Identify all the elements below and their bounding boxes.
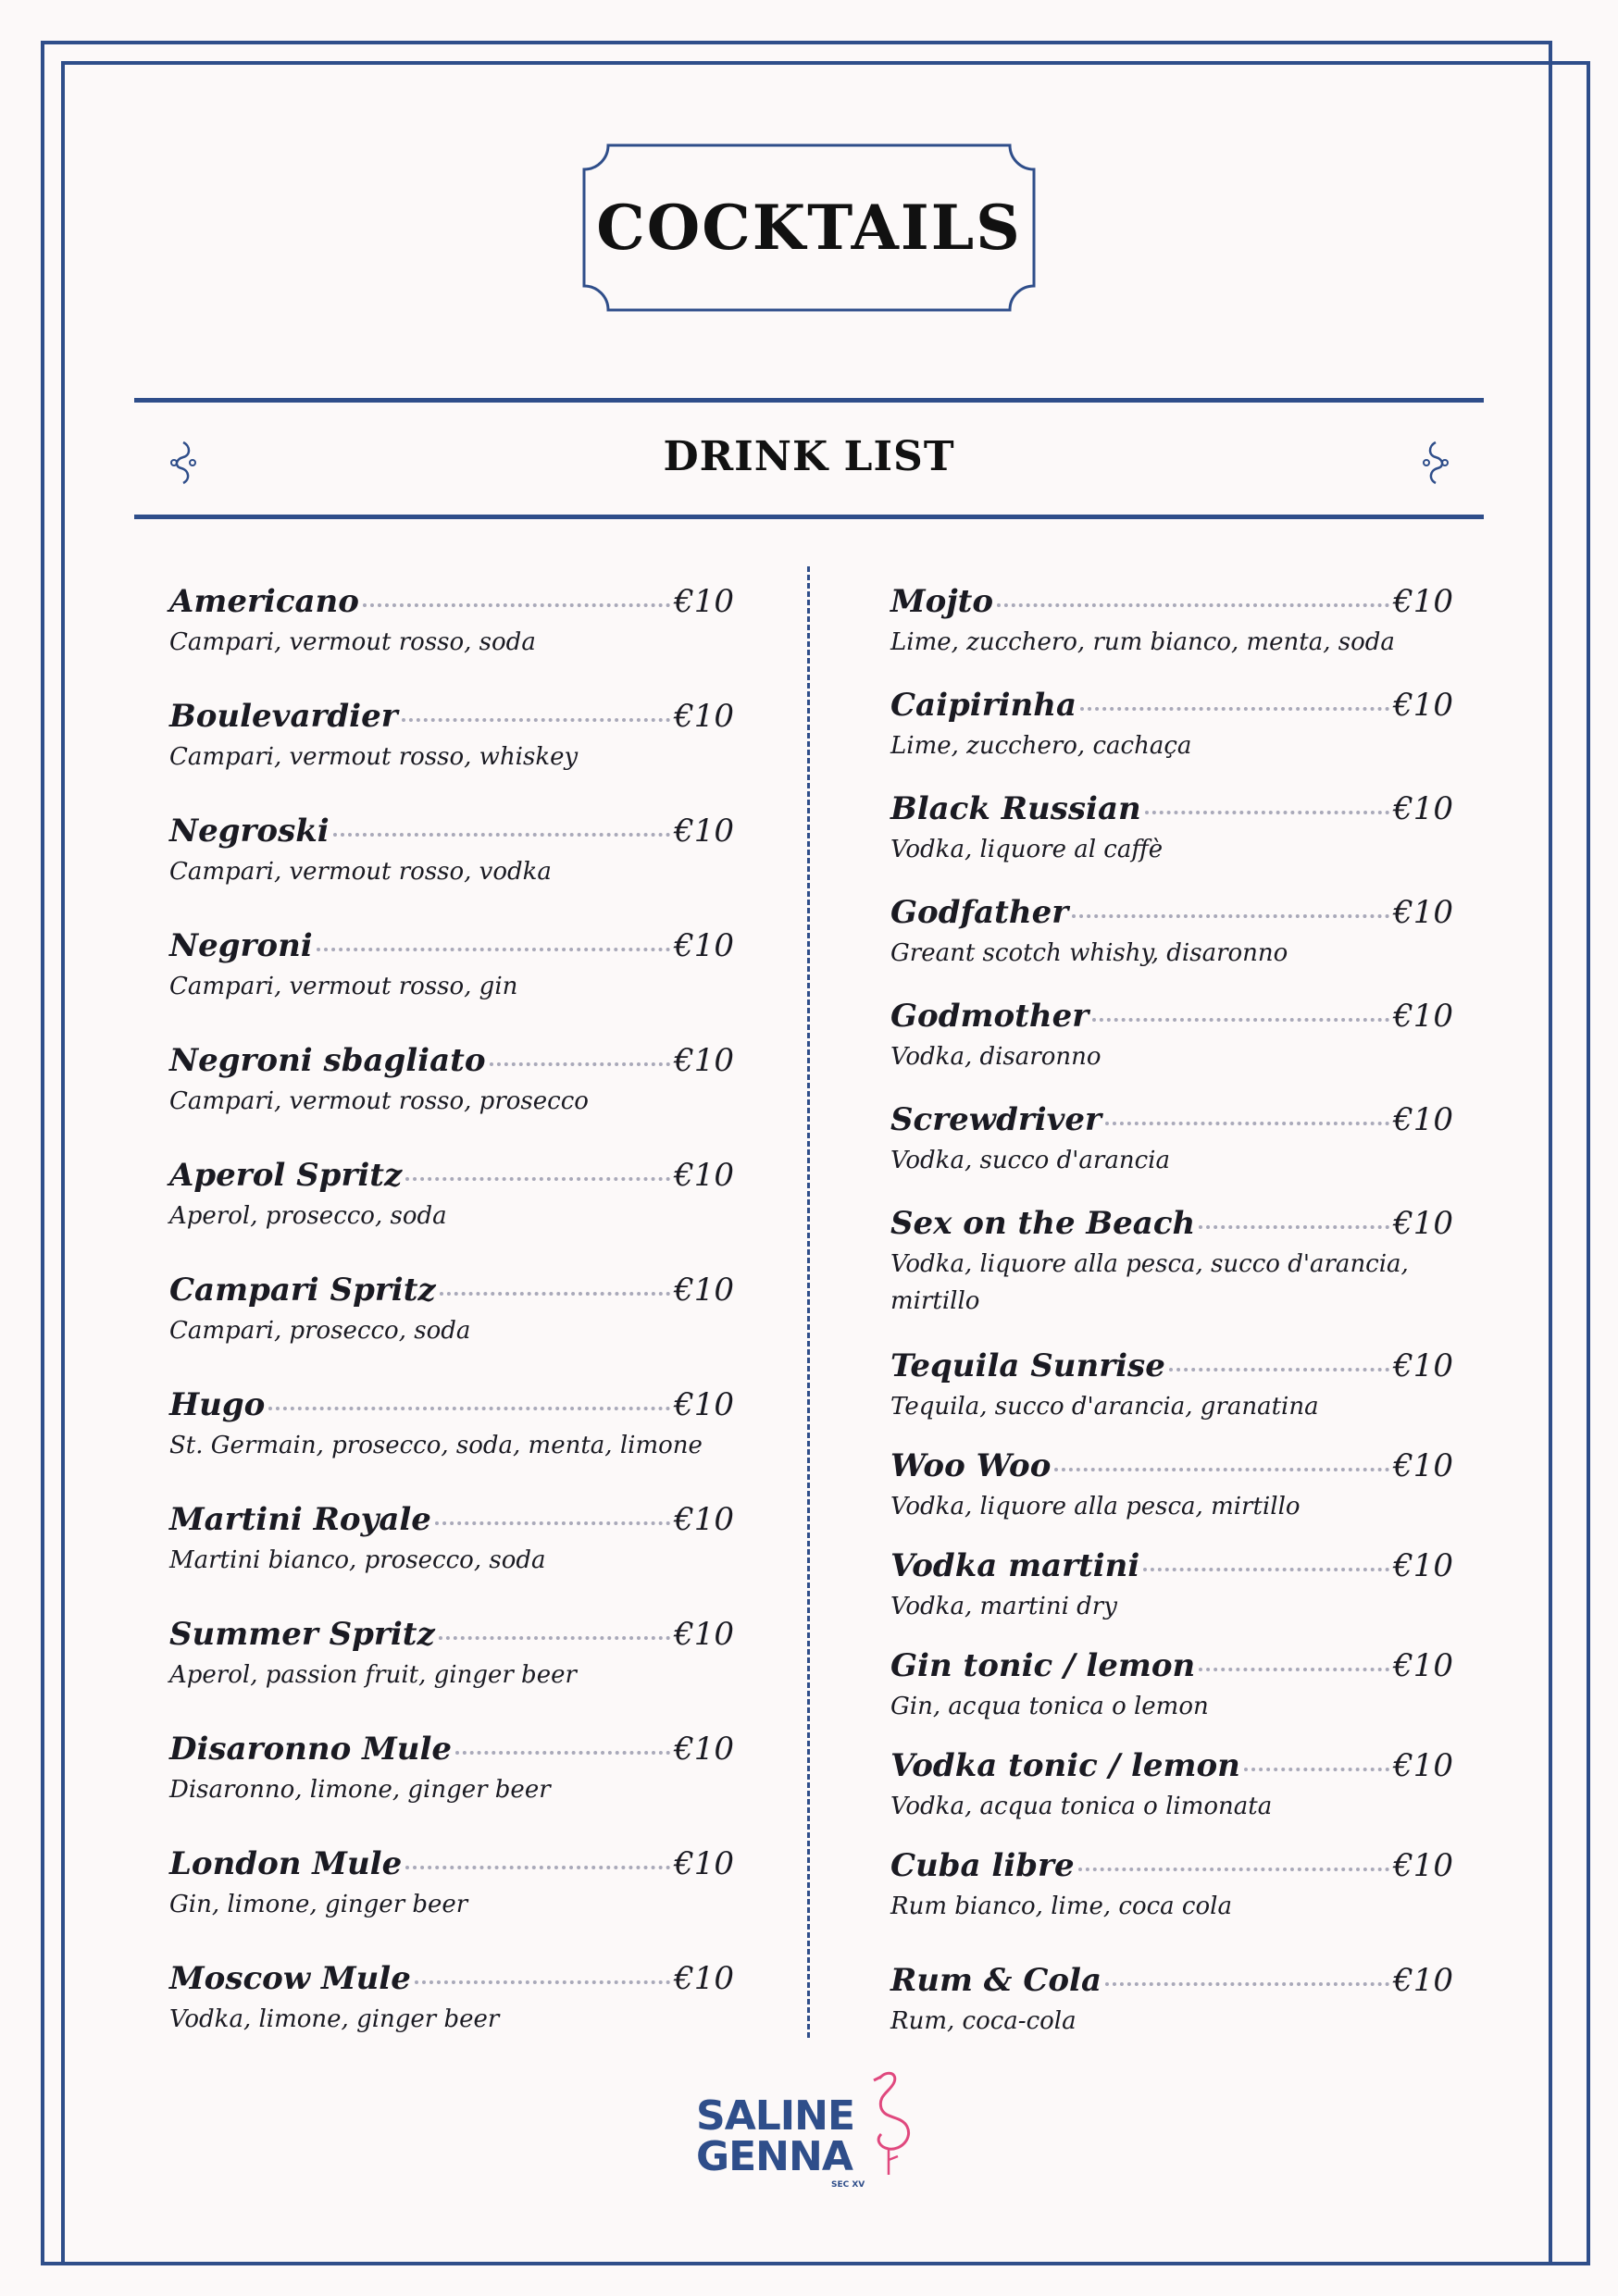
item-price: €10 bbox=[1393, 894, 1453, 931]
item-name: Godmother bbox=[890, 998, 1089, 1035]
menu-item bbox=[890, 1547, 1453, 1625]
item-name: Rum & Cola bbox=[890, 1962, 1102, 1999]
item-name: Campari Spritz bbox=[169, 1272, 436, 1309]
menu-item bbox=[890, 583, 1453, 661]
item-price: €10 bbox=[674, 1845, 734, 1882]
menu-item bbox=[169, 1272, 734, 1349]
item-price: €10 bbox=[1393, 998, 1453, 1035]
leader-dots bbox=[1145, 811, 1389, 814]
item-price: €10 bbox=[674, 927, 734, 964]
page-title: COCKTAILS bbox=[596, 192, 1022, 264]
leader-dots bbox=[435, 1521, 670, 1525]
leader-dots bbox=[268, 1407, 670, 1410]
item-description: Rum, coca-cola bbox=[890, 2007, 1077, 2035]
menu-item bbox=[890, 1205, 1453, 1320]
menu-item bbox=[890, 1962, 1453, 2040]
item-price: €10 bbox=[674, 1157, 734, 1194]
item-name: Black Russian bbox=[890, 790, 1141, 827]
item-price: €10 bbox=[674, 1616, 734, 1653]
menu-item bbox=[169, 1960, 734, 2038]
leader-dots bbox=[455, 1751, 670, 1755]
leader-dots bbox=[1199, 1668, 1389, 1671]
flamingo-icon bbox=[861, 2067, 916, 2178]
item-name: Vodka tonic / lemon bbox=[890, 1747, 1240, 1784]
item-description: Disaronno, limone, ginger beer bbox=[169, 1776, 551, 1804]
saline-genna-logo bbox=[692, 2067, 924, 2188]
item-description: Martini bianco, prosecco, soda bbox=[169, 1546, 546, 1574]
item-description: Vodka, acqua tonica o limonata bbox=[890, 1793, 1273, 1820]
item-description: Campari, prosecco, soda bbox=[169, 1317, 471, 1345]
leader-dots bbox=[333, 833, 670, 837]
item-description: St. Germain, prosecco, soda, menta, limone bbox=[169, 1432, 703, 1459]
item-price: €10 bbox=[1393, 583, 1453, 620]
leader-dots bbox=[1080, 707, 1389, 711]
leader-dots bbox=[490, 1062, 671, 1066]
item-description: Tequila, succo d'arancia, granatina bbox=[890, 1393, 1319, 1421]
leader-dots bbox=[439, 1636, 670, 1640]
leader-dots bbox=[1054, 1468, 1389, 1471]
item-name: Screwdriver bbox=[890, 1101, 1101, 1138]
menu-item bbox=[890, 1447, 1453, 1525]
item-price: €10 bbox=[1393, 1347, 1453, 1384]
title-box bbox=[571, 143, 1047, 313]
item-name: Mojto bbox=[890, 583, 993, 620]
menu-item bbox=[169, 583, 734, 661]
menu-item bbox=[169, 813, 734, 890]
item-name: Negroni bbox=[169, 927, 313, 964]
item-name: Moscow Mule bbox=[169, 1960, 411, 1997]
item-description: Gin, limone, ginger beer bbox=[169, 1891, 468, 1918]
menu-item bbox=[890, 998, 1453, 1075]
leader-dots bbox=[317, 948, 670, 951]
item-description: Campari, vermout rosso, soda bbox=[169, 628, 536, 656]
item-name: Aperol Spritz bbox=[169, 1157, 403, 1194]
item-description: Lime, zucchero, rum bianco, menta, soda bbox=[890, 628, 1395, 656]
item-price: €10 bbox=[1393, 1647, 1453, 1684]
item-name: Negroni sbagliato bbox=[169, 1042, 486, 1079]
logo-line-1: SALINE bbox=[696, 2092, 855, 2140]
item-description: Aperol, passion fruit, ginger beer bbox=[169, 1661, 577, 1689]
item-description: Rum bianco, lime, coca cola bbox=[890, 1893, 1232, 1920]
item-price: €10 bbox=[1393, 790, 1453, 827]
item-description: Campari, vermout rosso, prosecco bbox=[169, 1087, 589, 1115]
item-description: Vodka, liquore al caffè bbox=[890, 836, 1164, 863]
logo-subtitle: SEC XV bbox=[831, 2180, 865, 2190]
item-price: €10 bbox=[1393, 1847, 1453, 1884]
menu-item bbox=[169, 1501, 734, 1579]
leader-dots bbox=[1244, 1768, 1389, 1771]
item-price: €10 bbox=[1393, 1205, 1453, 1242]
menu-item bbox=[890, 1347, 1453, 1425]
column-divider bbox=[807, 566, 810, 2038]
item-name: Hugo bbox=[169, 1386, 266, 1423]
leader-dots bbox=[1072, 914, 1389, 918]
item-name: Sex on the Beach bbox=[890, 1205, 1196, 1242]
leader-dots bbox=[1105, 1982, 1389, 1986]
item-price: €10 bbox=[674, 813, 734, 850]
item-price: €10 bbox=[674, 1731, 734, 1768]
leader-dots bbox=[1199, 1225, 1389, 1229]
leader-dots bbox=[1092, 1018, 1389, 1022]
item-description: Gin, acqua tonica o lemon bbox=[890, 1693, 1209, 1720]
menu-item bbox=[169, 1731, 734, 1808]
item-description: Campari, vermout rosso, vodka bbox=[169, 858, 552, 886]
item-description: Campari, vermout rosso, whiskey bbox=[169, 743, 579, 771]
item-description: Greant scotch whishy, disaronno bbox=[890, 939, 1288, 967]
item-price: €10 bbox=[674, 1960, 734, 1997]
item-name: Americano bbox=[169, 583, 359, 620]
leader-dots bbox=[405, 1866, 670, 1869]
item-name: Cuba libre bbox=[890, 1847, 1075, 1884]
item-price: €10 bbox=[674, 1272, 734, 1309]
top-rule bbox=[134, 398, 1484, 403]
leader-dots bbox=[405, 1177, 670, 1181]
menu-item bbox=[890, 1647, 1453, 1725]
leader-dots bbox=[402, 718, 670, 722]
menu-item bbox=[890, 790, 1453, 868]
item-description: Vodka, succo d'arancia bbox=[890, 1147, 1170, 1174]
menu-item bbox=[890, 894, 1453, 972]
leader-dots bbox=[1169, 1368, 1389, 1371]
leader-dots bbox=[440, 1292, 670, 1296]
bottom-rule bbox=[134, 515, 1484, 519]
item-price: €10 bbox=[1393, 687, 1453, 724]
menu-item bbox=[169, 1845, 734, 1923]
leader-dots bbox=[415, 1980, 670, 1984]
menu-item bbox=[890, 1101, 1453, 1179]
item-description: Vodka, liquore alla pesca, succo d'arancia, mirtillo bbox=[890, 1250, 1409, 1315]
item-price: €10 bbox=[1393, 1447, 1453, 1484]
flourish-right-icon bbox=[1417, 437, 1454, 489]
item-name: Tequila Sunrise bbox=[890, 1347, 1165, 1384]
item-name: Disaronno Mule bbox=[169, 1731, 453, 1768]
leader-dots bbox=[1143, 1568, 1389, 1571]
drink-list-heading: DRINK LIST bbox=[663, 433, 955, 480]
item-description: Lime, zucchero, cachaça bbox=[890, 732, 1192, 760]
leader-dots bbox=[363, 603, 670, 607]
menu-item bbox=[169, 1157, 734, 1235]
leader-dots bbox=[1105, 1122, 1389, 1125]
menu-item bbox=[169, 1042, 734, 1120]
item-description: Aperol, prosecco, soda bbox=[169, 1202, 447, 1230]
menu-item bbox=[169, 1386, 734, 1464]
item-price: €10 bbox=[674, 1386, 734, 1423]
item-price: €10 bbox=[1393, 1962, 1453, 1999]
item-name: Vodka martini bbox=[890, 1547, 1140, 1584]
item-name: London Mule bbox=[169, 1845, 403, 1882]
item-description: Vodka, martini dry bbox=[890, 1593, 1117, 1620]
item-description: Vodka, limone, ginger beer bbox=[169, 2005, 500, 2033]
item-price: €10 bbox=[1393, 1747, 1453, 1784]
item-name: Summer Spritz bbox=[169, 1616, 435, 1653]
item-name: Godfather bbox=[890, 894, 1069, 931]
item-name: Caipirinha bbox=[890, 687, 1077, 724]
logo-line-2: GENNA bbox=[696, 2133, 853, 2180]
item-name: Gin tonic / lemon bbox=[890, 1647, 1196, 1684]
menu-item bbox=[169, 927, 734, 1005]
menu-item bbox=[169, 1616, 734, 1694]
item-name: Boulevardier bbox=[169, 698, 398, 735]
item-name: Woo Woo bbox=[890, 1447, 1052, 1484]
item-price: €10 bbox=[674, 583, 734, 620]
menu-item bbox=[890, 1747, 1453, 1825]
item-price: €10 bbox=[1393, 1547, 1453, 1584]
leader-dots bbox=[997, 603, 1389, 607]
menu-item bbox=[890, 1847, 1453, 1925]
item-description: Vodka, disaronno bbox=[890, 1043, 1101, 1071]
item-price: €10 bbox=[674, 1501, 734, 1538]
item-description: Vodka, liquore alla pesca, mirtillo bbox=[890, 1493, 1301, 1520]
item-name: Negroski bbox=[169, 813, 330, 850]
item-description: Campari, vermout rosso, gin bbox=[169, 973, 518, 1000]
menu-item bbox=[169, 698, 734, 776]
menu-item bbox=[890, 687, 1453, 764]
leader-dots bbox=[1078, 1868, 1390, 1871]
item-price: €10 bbox=[674, 1042, 734, 1079]
item-price: €10 bbox=[674, 698, 734, 735]
item-price: €10 bbox=[1393, 1101, 1453, 1138]
item-name: Martini Royale bbox=[169, 1501, 431, 1538]
